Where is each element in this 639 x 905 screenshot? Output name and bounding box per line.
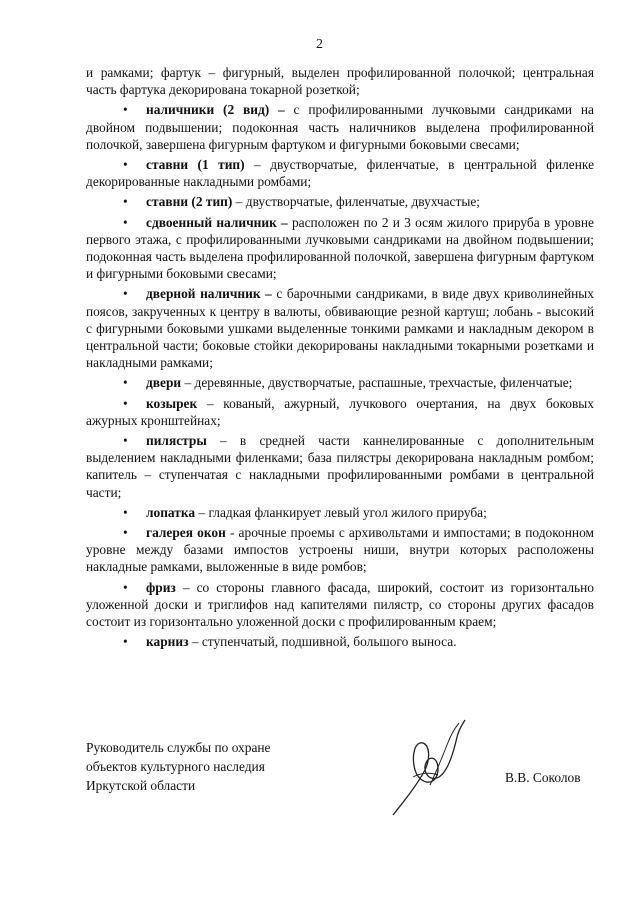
list-item <box>86 193 594 210</box>
signature-block <box>86 738 271 795</box>
item-term: пилястры <box>146 433 207 449</box>
bullet-icon: • <box>123 214 128 230</box>
element-list <box>86 101 594 650</box>
item-description: – кованый, ажурный, лучкового очертания, на двух боковых ажурных кронштейнах; <box>86 395 594 428</box>
bullet-icon: • <box>123 433 128 449</box>
list-item <box>86 432 594 501</box>
list-item <box>86 374 594 391</box>
bullet-icon: • <box>123 579 128 595</box>
bullet-icon: • <box>123 194 128 210</box>
bullet-icon: • <box>123 525 128 541</box>
item-term: галерея окон <box>146 525 226 541</box>
list-item <box>86 156 594 190</box>
bullet-icon: • <box>123 157 128 173</box>
item-description: расположен по 2 и 3 осям жилого прируба в уровне первого этажа, с профилированными лучковыми сандриками на двойном подвышении; подоконная часть выделена профилированной полочкой, завершена фигурным фартуком и фигурными боковыми свесами; <box>86 214 594 282</box>
list-item <box>86 633 594 650</box>
document-body <box>86 64 594 654</box>
list-item <box>86 214 594 283</box>
page-number: 2 <box>316 37 323 52</box>
item-description: – двустворчатые, филенчатые, двухчастые; <box>232 194 481 210</box>
item-term: ставни (1 тип) <box>146 157 245 173</box>
item-term: наличники (2 вид) – <box>146 102 285 118</box>
item-term: фриз <box>146 579 176 595</box>
item-term: сдвоенный наличник – <box>146 214 288 230</box>
item-term: козырек <box>146 395 198 411</box>
item-term: карниз <box>146 634 189 650</box>
item-description: – гладкая фланкирует левый угол жилого прируба; <box>195 504 487 520</box>
item-term: дверной наличник – <box>146 286 272 302</box>
bullet-icon: • <box>123 504 128 520</box>
bullet-icon: • <box>123 634 128 650</box>
bullet-icon: • <box>123 286 128 302</box>
item-description: – двустворчатые, филенчатые, в центральной филенке декорированные накладными ромбами; <box>86 157 595 190</box>
signer-name: В.В. Соколов <box>505 770 581 785</box>
item-description: – ступенчатый, подшивной, большого выноса. <box>188 634 457 650</box>
signer-title-line3: Иркутской области <box>86 778 196 793</box>
item-description: с профилированными лучковыми сандриками на двойном подвышении; подоконная часть наличников выделена профилированной полочкой, завершена фигурным фартуком и фигурными боковыми свесами; <box>86 102 594 152</box>
list-item <box>86 285 594 371</box>
list-item <box>86 101 594 153</box>
item-description: – деревянные, двустворчатые, распашные, трехчастые, филенчатые; <box>181 375 573 391</box>
list-item <box>86 579 594 631</box>
item-term: двери <box>146 375 182 391</box>
item-description: с барочными сандриками, в виде двух криволинейных поясов, закрученных к центру в валюты, обвивающие резной картуш; лобань - высокий с фигурными боковыми ушками выделенные тонкими рамками и накладным декором в центральной части; боковые стойки декорированы накладными токарными розетками и накладными рамками; <box>86 286 594 371</box>
item-term: ставни (2 тип) <box>146 194 233 210</box>
item-description: - арочные проемы с архивольтами и импостами; в подоконном уровне между базами импостов устроены ниши, внутри которых расположены накладные рамками, выложенные в виде ромбов; <box>86 525 594 575</box>
signer-title-line2: объектов культурного наследия <box>86 759 265 774</box>
list-item <box>86 504 594 521</box>
signer-title-line1: Руководитель службы по охране <box>86 740 271 755</box>
bullet-icon: • <box>123 102 128 118</box>
item-description: – со стороны главного фасада, широкий, состоит из горизонтально уложенной доски и триглифов над капителями пилястр, со стороны других фасадов состоит из горизонтально уложенной доски с профилированным краем; <box>86 579 594 630</box>
item-description: – в средней части каннелированные с дополнительным выделением накладными филенками; база пилястры декорирована накладным ромбом; капитель – ступенчатая с накладными профилированными ромбами в центральной части; <box>86 433 594 500</box>
item-term: лопатка <box>146 504 196 520</box>
signature-image <box>375 715 480 820</box>
list-item <box>86 395 594 429</box>
list-item <box>86 524 594 576</box>
bullet-icon: • <box>123 395 128 411</box>
intro-paragraph: и рамками; фартук – фигурный, выделен профилированной полочкой; центральная часть фартука декорирована токарной розеткой; <box>86 65 594 98</box>
bullet-icon: • <box>123 375 128 391</box>
